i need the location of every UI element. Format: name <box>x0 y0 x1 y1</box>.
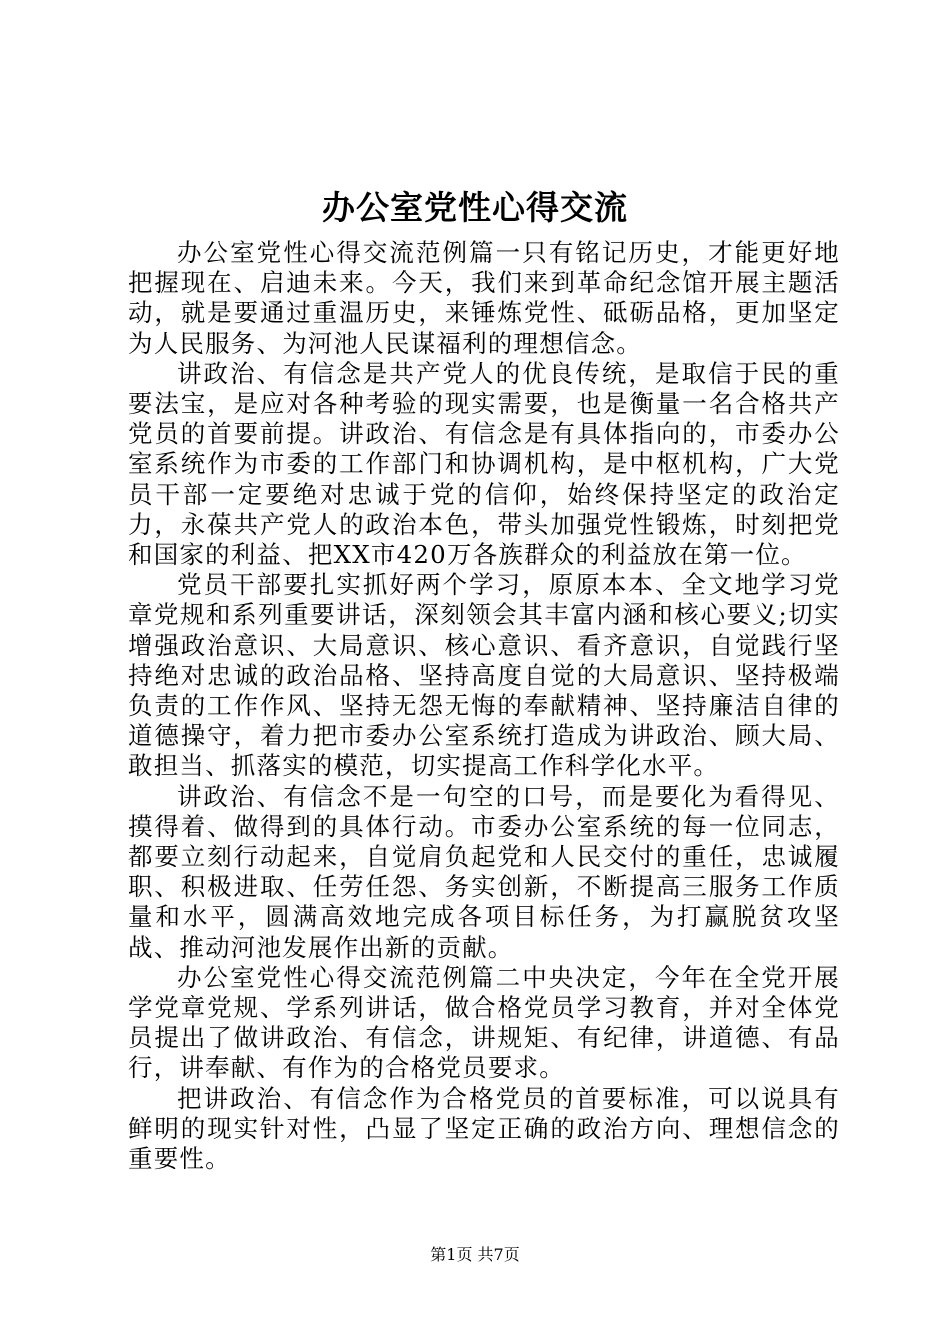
page-title: 办公室党性心得交流 <box>322 188 628 227</box>
paragraph: 讲政治、有信念不是一句空的口号，而是要化为看得见、摸得着、做得到的具体行动。市委办公室系统的每一位同志，都要立刻行动起来，自觉肩负起党和人民交付的重任，忠诚履职、积极进取、任劳任怨、务实创新，不断提高三服务工作质量和水平，圆满高效地完成各项目标任务，为打赢脱贫攻坚战、推动河池发展作出新的贡献。 <box>128 781 840 962</box>
paragraph: 把讲政治、有信念作为合格党员的首要标准，可以说具有鲜明的现实针对性，凸显了坚定正确的政治方向、理想信念的重要性。 <box>128 1083 840 1174</box>
paragraph: 办公室党性心得交流范例篇二中央决定，今年在全党开展学党章党规、学系列讲话，做合格党员学习教育，并对全体党员提出了做讲政治、有信念，讲规矩、有纪律，讲道德、有品行，讲奉献、有作为的合格党员要求。 <box>128 962 840 1083</box>
paragraph: 办公室党性心得交流范例篇一只有铭记历史，才能更好地把握现在、启迪未来。今天，我们来到革命纪念馆开展主题活动，就是要通过重温历史，来锤炼党性、砥砺品格，更加坚定为人民服务、为河池人民谋福利的理想信念。 <box>128 238 840 358</box>
paragraph: 讲政治、有信念是共产党人的优良传统，是取信于民的重要法宝，是应对各种考验的现实需要，也是衡量一名合格共产党员的首要前提。讲政治、有信念是有具体指向的，市委办公室系统作为市委的工作部门和协调机构，是中枢机构，广大党员干部一定要绝对忠诚于党的信仰，始终保持坚定的政治定力，永葆共产党人的政治本色，带头加强党性锻炼，时刻把党和国家的利益、把XX市420万各族群众的利益放在第一位。 <box>128 358 840 570</box>
page-number-footer: 第1页 共7页 <box>430 1245 520 1264</box>
paragraph: 党员干部要扎实抓好两个学习，原原本本、全文地学习党章党规和系列重要讲话，深刻领会其丰富内涵和核心要义;切实增强政治意识、大局意识、核心意识、看齐意识，自觉践行坚持绝对忠诚的政治品格、坚持高度自觉的大局意识、坚持极端负责的工作作风、坚持无怨无悔的奉献精神、坚持廉洁自律的道德操守，着力把市委办公室系统打造成为讲政治、顾大局、敢担当、抓落实的模范，切实提高工作科学化水平。 <box>128 570 840 781</box>
document-body <box>128 238 840 1174</box>
